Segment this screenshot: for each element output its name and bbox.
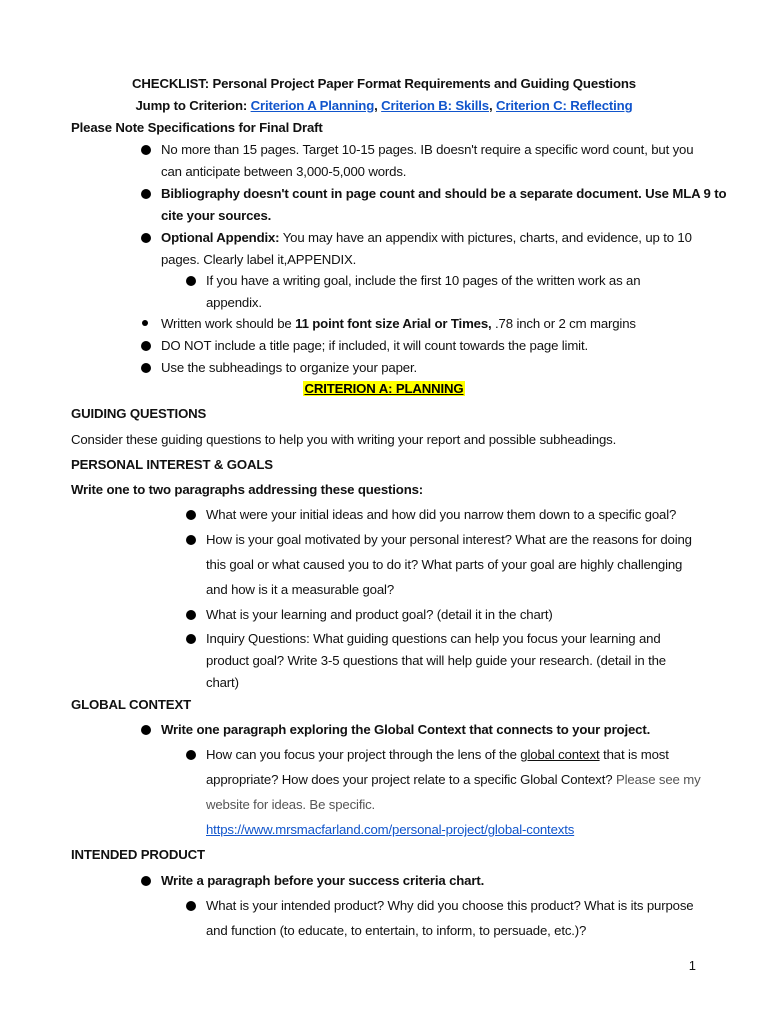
bullet-icon xyxy=(141,363,151,373)
spec-item-4-bold: 11 point font size Arial or Times, xyxy=(295,316,492,331)
question-4-line-1: Inquiry Questions: What guiding questions can help you focus your learning and xyxy=(206,631,661,646)
spec-item-1-line-2: can anticipate between 3,000-5,000 words. xyxy=(161,164,407,179)
spec-item-6: Use the subheadings to organize your paper. xyxy=(161,360,418,375)
global-context-sub-line-1 xyxy=(206,746,669,764)
question-1: What were your initial ideas and how did you narrow them down to a specific goal? xyxy=(206,507,677,522)
intended-product-sub-line-1: What is your intended product? Why did you choose this product? What is its purpose xyxy=(206,898,694,913)
global-context-underlined: global context xyxy=(520,747,600,762)
global-contexts-link[interactable]: https://www.mrsmacfarland.com/personal-project/global-contexts xyxy=(206,822,575,837)
bullet-icon xyxy=(186,535,196,545)
question-2-line-2: this goal or what caused you to do it? What parts of your goal are highly challenging xyxy=(206,557,683,572)
bullet-icon xyxy=(142,320,148,326)
global-context-sub-line-2 xyxy=(206,771,701,789)
bullet-icon xyxy=(186,901,196,911)
question-3: What is your learning and product goal? (detail it in the chart) xyxy=(206,607,553,622)
intended-product-item: Write a paragraph before your success criteria chart. xyxy=(161,873,485,888)
link-criterion-a[interactable]: Criterion A Planning xyxy=(250,98,375,113)
bullet-icon xyxy=(141,233,151,243)
spec-item-3a-line-1: If you have a writing goal, include the first 10 pages of the written work as an xyxy=(206,273,641,288)
question-2-line-3: and how is it a measurable goal? xyxy=(206,582,395,597)
guiding-questions-text: Consider these guiding questions to help you with writing your report and possible subheadings. xyxy=(71,432,617,447)
optional-appendix-label: Optional Appendix: xyxy=(161,230,280,245)
question-4-line-3: chart) xyxy=(206,675,239,690)
global-sub-pre: How can you focus your project through the lens of the xyxy=(206,747,521,762)
bullet-icon xyxy=(186,750,196,760)
global-sub-post: that is most xyxy=(599,747,669,762)
global-context-item: Write one paragraph exploring the Global Context that connects to your project. xyxy=(161,722,651,737)
jump-label: Jump to Criterion: xyxy=(135,98,251,113)
personal-interest-heading: PERSONAL INTEREST & GOALS xyxy=(71,457,273,472)
specs-heading: Please Note Specifications for Final Draft xyxy=(71,120,323,135)
document-title: CHECKLIST: Personal Project Paper Format Requirements and Guiding Questions xyxy=(132,76,636,91)
spec-item-4-pre: Written work should be xyxy=(161,316,296,331)
criterion-a-heading xyxy=(0,380,768,398)
link-criterion-c[interactable]: Criterion C: Reflecting xyxy=(496,98,633,113)
bullet-icon xyxy=(186,610,196,620)
page-number: 1 xyxy=(688,958,696,973)
bullet-icon xyxy=(141,341,151,351)
link-criterion-b[interactable]: Criterion B: Skills xyxy=(381,98,489,113)
bullet-icon xyxy=(141,725,151,735)
jump-separator-2: , xyxy=(488,98,496,113)
optional-appendix-text: You may have an appendix with pictures, charts, and evidence, up to 10 xyxy=(279,230,692,245)
question-4-line-2: product goal? Write 3-5 questions that will help guide your research. (detail in the xyxy=(206,653,666,668)
spec-item-5: DO NOT include a title page; if included, it will count towards the page limit. xyxy=(161,338,588,353)
bullet-icon xyxy=(141,145,151,155)
spec-item-1-line-1: No more than 15 pages. Target 10-15 pages. IB doesn't require a specific word count, but you xyxy=(161,142,694,157)
global-sub-l2-grey: Please see my xyxy=(615,772,701,787)
intended-product-sub-line-2: and function (to educate, to entertain, to inform, to persuade, etc.)? xyxy=(206,923,587,938)
spec-item-4 xyxy=(161,315,636,333)
spec-item-3-line-2: pages. Clearly label it,APPENDIX. xyxy=(161,252,357,267)
spec-item-2-line-1: Bibliography doesn't count in page count and should be a separate document. Use MLA 9 to xyxy=(161,186,727,201)
bullet-icon xyxy=(141,189,151,199)
criterion-a-title: CRITERION A: PLANNING xyxy=(304,381,464,396)
bullet-icon xyxy=(141,876,151,886)
global-context-heading: GLOBAL CONTEXT xyxy=(71,697,192,712)
spec-item-2-line-2: cite your sources. xyxy=(161,208,272,223)
personal-interest-intro: Write one to two paragraphs addressing these questions: xyxy=(71,482,424,497)
jump-to-criterion xyxy=(0,97,768,115)
question-2-line-1: How is your goal motivated by your personal interest? What are the reasons for doing xyxy=(206,532,692,547)
global-context-url-line xyxy=(206,821,574,839)
global-context-sub-line-3: website for ideas. Be specific. xyxy=(206,797,376,812)
bullet-icon xyxy=(186,510,196,520)
spec-item-3-line-1 xyxy=(161,229,692,247)
jump-separator-1: , xyxy=(374,98,382,113)
intended-product-heading: INTENDED PRODUCT xyxy=(71,847,205,862)
spec-item-4-post: .78 inch or 2 cm margins xyxy=(491,316,636,331)
global-sub-l2-black: appropriate? How does your project relate to a specific Global Context? xyxy=(206,772,616,787)
bullet-icon xyxy=(186,634,196,644)
guiding-questions-heading: GUIDING QUESTIONS xyxy=(71,406,207,421)
bullet-icon xyxy=(186,276,196,286)
spec-item-3a-line-2: appendix. xyxy=(206,295,262,310)
